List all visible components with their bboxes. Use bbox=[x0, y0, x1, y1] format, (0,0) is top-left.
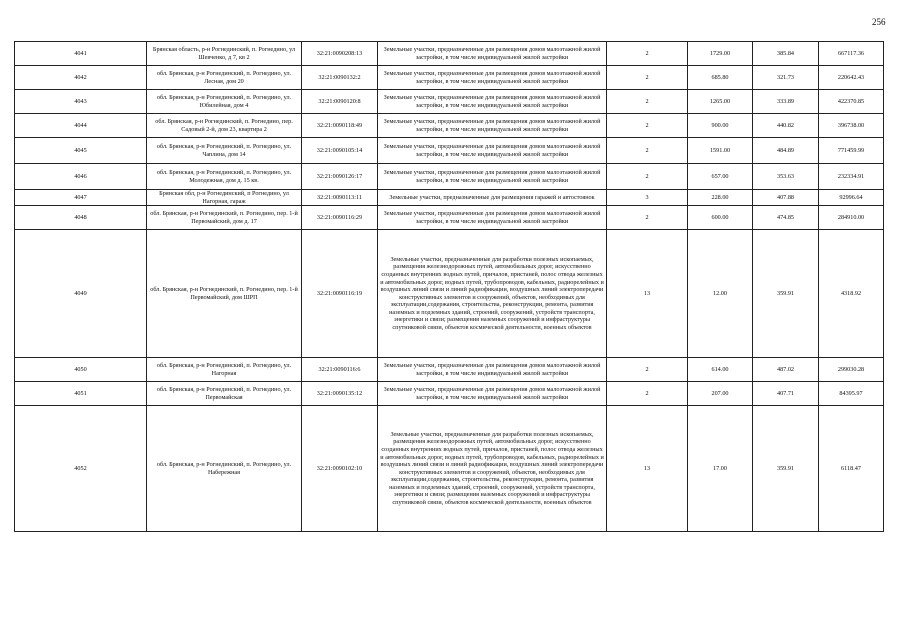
address-cell: обл. Брянская, р-н Рогнединский, п. Рогнедино, пер. 1-й Первомайский, дом д. 17 bbox=[147, 206, 302, 230]
row-number: 4047 bbox=[15, 190, 147, 206]
area-cell: 17.00 bbox=[688, 406, 753, 532]
cadastral-number-cell: 32:21:0090120:8 bbox=[302, 90, 378, 114]
table-row bbox=[15, 358, 884, 382]
row-number: 4052 bbox=[15, 406, 147, 532]
area-cell: 1265.00 bbox=[688, 90, 753, 114]
cadastral-number-cell: 32:21:0090208:13 bbox=[302, 42, 378, 66]
table-row bbox=[15, 138, 884, 164]
address-cell: обл. Брянская, р-н Рогнединский, п. Рогнедино, пер. 1-й Первомайский, дом ШРП bbox=[147, 230, 302, 358]
cadastral-number-cell: 32:21:0090105:14 bbox=[302, 138, 378, 164]
usage-type-cell: Земельные участки, предназначенные для размещения домов малоэтажной жилой застройки, в том числе индивидуальной жилой застройки bbox=[378, 66, 607, 90]
usage-type-cell: Земельные участки, предназначенные для размещения гаражей и автостоянок bbox=[378, 190, 607, 206]
rate-cell: 487.02 bbox=[753, 358, 819, 382]
row-number: 4043 bbox=[15, 90, 147, 114]
rate-cell: 440.82 bbox=[753, 114, 819, 138]
cadastral-number-cell: 32:21:0090102:10 bbox=[302, 406, 378, 532]
table-row bbox=[15, 164, 884, 190]
cadastral-number-cell: 32:21:0090116:29 bbox=[302, 206, 378, 230]
cadastral-number-cell: 32:21:0090118:49 bbox=[302, 114, 378, 138]
cadastral-value-cell: 84395.97 bbox=[819, 382, 884, 406]
category-cell: 13 bbox=[607, 406, 688, 532]
table-row bbox=[15, 42, 884, 66]
category-cell: 2 bbox=[607, 66, 688, 90]
cadastral-value-cell: 232334.91 bbox=[819, 164, 884, 190]
address-cell: обл. Брянская, р-н Рогнединский, п. Рогнедино, ул. Набережная bbox=[147, 406, 302, 532]
cadastral-number-cell: 32:21:0090126:17 bbox=[302, 164, 378, 190]
table-row bbox=[15, 406, 884, 532]
rate-cell: 321.73 bbox=[753, 66, 819, 90]
rate-cell: 359.91 bbox=[753, 406, 819, 532]
cadastral-value-cell: 220642.43 bbox=[819, 66, 884, 90]
address-cell: обл. Брянская, р-н Рогнединский, п. Рогнедино, пер. Садовый 2-й, дом 23, квартира 2 bbox=[147, 114, 302, 138]
area-cell: 600.00 bbox=[688, 206, 753, 230]
area-cell: 614.00 bbox=[688, 358, 753, 382]
row-number: 4050 bbox=[15, 358, 147, 382]
area-cell: 12.00 bbox=[688, 230, 753, 358]
address-cell: обл. Брянская, р-н Рогнединский, п. Рогнедино, ул. Нагорная bbox=[147, 358, 302, 382]
usage-type-cell: Земельные участки, предназначенные для размещения домов малоэтажной жилой застройки, в том числе индивидуальной жилой застройки bbox=[378, 42, 607, 66]
cadastral-value-cell: 667117.36 bbox=[819, 42, 884, 66]
table-row bbox=[15, 66, 884, 90]
rate-cell: 385.84 bbox=[753, 42, 819, 66]
usage-type-cell: Земельные участки, предназначенные для размещения домов малоэтажной жилой застройки, в том числе индивидуальной жилой застройки bbox=[378, 90, 607, 114]
table-row bbox=[15, 206, 884, 230]
table-row bbox=[15, 90, 884, 114]
table-row bbox=[15, 190, 884, 206]
category-cell: 2 bbox=[607, 164, 688, 190]
table-row bbox=[15, 230, 884, 358]
cadastral-number-cell: 32:21:0090135:12 bbox=[302, 382, 378, 406]
area-cell: 657.00 bbox=[688, 164, 753, 190]
rate-cell: 353.63 bbox=[753, 164, 819, 190]
category-cell: 2 bbox=[607, 114, 688, 138]
land-registry-table bbox=[14, 41, 884, 532]
usage-type-cell: Земельные участки, предназначенные для размещения домов малоэтажной жилой застройки, в том числе индивидуальной жилой застройки bbox=[378, 114, 607, 138]
rate-cell: 474.85 bbox=[753, 206, 819, 230]
rate-cell: 407.88 bbox=[753, 190, 819, 206]
usage-type-cell: Земельные участки, предназначенные для размещения домов малоэтажной жилой застройки, в том числе индивидуальной жилой застройки bbox=[378, 382, 607, 406]
cadastral-value-cell: 396738.00 bbox=[819, 114, 884, 138]
usage-type-cell: Земельные участки, предназначенные для разработки полезных ископаемых, размещения железнодорожных путей, автомобильных дорог, искусственно созданных внутренних водных путей, причалов, пристаней, полос отвода железных и автомобильных дорог, водных путей, трубопроводов, кабельных, радиорелейных и воздушных линий связи и линий радиофикации, воздушных линий электропередачи конструктивных элементов и сооружений, объектов, необходимых для эксплуатации,содержания, строительства, реконструкции, ремонта, развития наземных и подземных зданий, строений, сооружений, устройств транспорта, энергетики и связи; размещения наземных сооружений и инфраструктуры спутниковой связи, объектов космической деятельности, военных объектов bbox=[378, 406, 607, 532]
address-cell: Брянская обл, р-н Рогнединский, п Рогнедино, ул Нагорная, гараж bbox=[147, 190, 302, 206]
row-number: 4046 bbox=[15, 164, 147, 190]
cadastral-value-cell: 299030.28 bbox=[819, 358, 884, 382]
rate-cell: 407.71 bbox=[753, 382, 819, 406]
row-number: 4051 bbox=[15, 382, 147, 406]
page-number: 256 bbox=[872, 17, 886, 27]
rate-cell: 359.91 bbox=[753, 230, 819, 358]
cadastral-number-cell: 32:21:0090132:2 bbox=[302, 66, 378, 90]
category-cell: 13 bbox=[607, 230, 688, 358]
cadastral-number-cell: 32:21:0090116:19 bbox=[302, 230, 378, 358]
address-cell: обл. Брянская, р-н Рогнединский, п. Рогнедино, ул. Юбилейная, дом 4 bbox=[147, 90, 302, 114]
row-number: 4049 bbox=[15, 230, 147, 358]
category-cell: 2 bbox=[607, 382, 688, 406]
usage-type-cell: Земельные участки, предназначенные для размещения домов малоэтажной жилой застройки, в том числе индивидуальной жилой застройки bbox=[378, 138, 607, 164]
table-row bbox=[15, 114, 884, 138]
cadastral-value-cell: 6118.47 bbox=[819, 406, 884, 532]
usage-type-cell: Земельные участки, предназначенные для разработки полезных ископаемых, размещения железнодорожных путей, автомобильных дорог, искусственно созданных внутренних водных путей, причалов, пристаней, полос отвода железных и автомобильных дорог, водных путей, трубопроводов, кабельных, радиорелейных и воздушных линий связи и линий радиофикации, воздушных линий электропередачи конструктивных элементов и сооружений, объектов, необходимых для эксплуатации,содержания, строительства, реконструкции, ремонта, развития наземных и подземных зданий, строений, сооружений, устройств транспорта, энергетики и связи; размещения наземных сооружений и инфраструктуры спутниковой связи, объектов космической деятельности, военных объектов bbox=[378, 230, 607, 358]
cadastral-value-cell: 771459.99 bbox=[819, 138, 884, 164]
usage-type-cell: Земельные участки, предназначенные для размещения домов малоэтажной жилой застройки, в том числе индивидуальной жилой застройки bbox=[378, 164, 607, 190]
row-number: 4048 bbox=[15, 206, 147, 230]
table-row bbox=[15, 382, 884, 406]
usage-type-cell: Земельные участки, предназначенные для размещения домов малоэтажной жилой застройки, в том числе индивидуальной жилой застройки bbox=[378, 358, 607, 382]
address-cell: обл. Брянская, р-н Рогнединский, п. Рогнедино, ул. Чаплина, дом 14 bbox=[147, 138, 302, 164]
row-number: 4042 bbox=[15, 66, 147, 90]
row-number: 4041 bbox=[15, 42, 147, 66]
area-cell: 207.00 bbox=[688, 382, 753, 406]
address-cell: обл. Брянская, р-н Рогнединский, п. Рогнедино, ул. Первомайская bbox=[147, 382, 302, 406]
cadastral-number-cell: 32:21:0090113:11 bbox=[302, 190, 378, 206]
cadastral-value-cell: 422370.85 bbox=[819, 90, 884, 114]
area-cell: 1591.00 bbox=[688, 138, 753, 164]
rate-cell: 484.89 bbox=[753, 138, 819, 164]
address-cell: обл. Брянская, р-н Рогнединский, п. Рогнедино, ул. Лесная, дом 20 bbox=[147, 66, 302, 90]
rate-cell: 333.89 bbox=[753, 90, 819, 114]
cadastral-value-cell: 92996.64 bbox=[819, 190, 884, 206]
category-cell: 2 bbox=[607, 42, 688, 66]
area-cell: 1729.00 bbox=[688, 42, 753, 66]
category-cell: 2 bbox=[607, 138, 688, 164]
cadastral-number-cell: 32:21:0090116:6 bbox=[302, 358, 378, 382]
cadastral-value-cell: 4318.92 bbox=[819, 230, 884, 358]
area-cell: 228.00 bbox=[688, 190, 753, 206]
address-cell: Брянская область, р-н Рогнединский, п. Рогнедино, ул Шевченко, д 7, кв 2 bbox=[147, 42, 302, 66]
area-cell: 900.00 bbox=[688, 114, 753, 138]
category-cell: 2 bbox=[607, 358, 688, 382]
cadastral-value-cell: 284910.00 bbox=[819, 206, 884, 230]
row-number: 4044 bbox=[15, 114, 147, 138]
category-cell: 2 bbox=[607, 206, 688, 230]
usage-type-cell: Земельные участки, предназначенные для размещения домов малоэтажной жилой застройки, в том числе индивидуальной жилой застройки bbox=[378, 206, 607, 230]
address-cell: обл. Брянская, р-н Рогнединский, п. Рогнедино, ул. Молодежная, дом д. 15 кв. bbox=[147, 164, 302, 190]
category-cell: 2 bbox=[607, 90, 688, 114]
category-cell: 3 bbox=[607, 190, 688, 206]
row-number: 4045 bbox=[15, 138, 147, 164]
area-cell: 685.80 bbox=[688, 66, 753, 90]
